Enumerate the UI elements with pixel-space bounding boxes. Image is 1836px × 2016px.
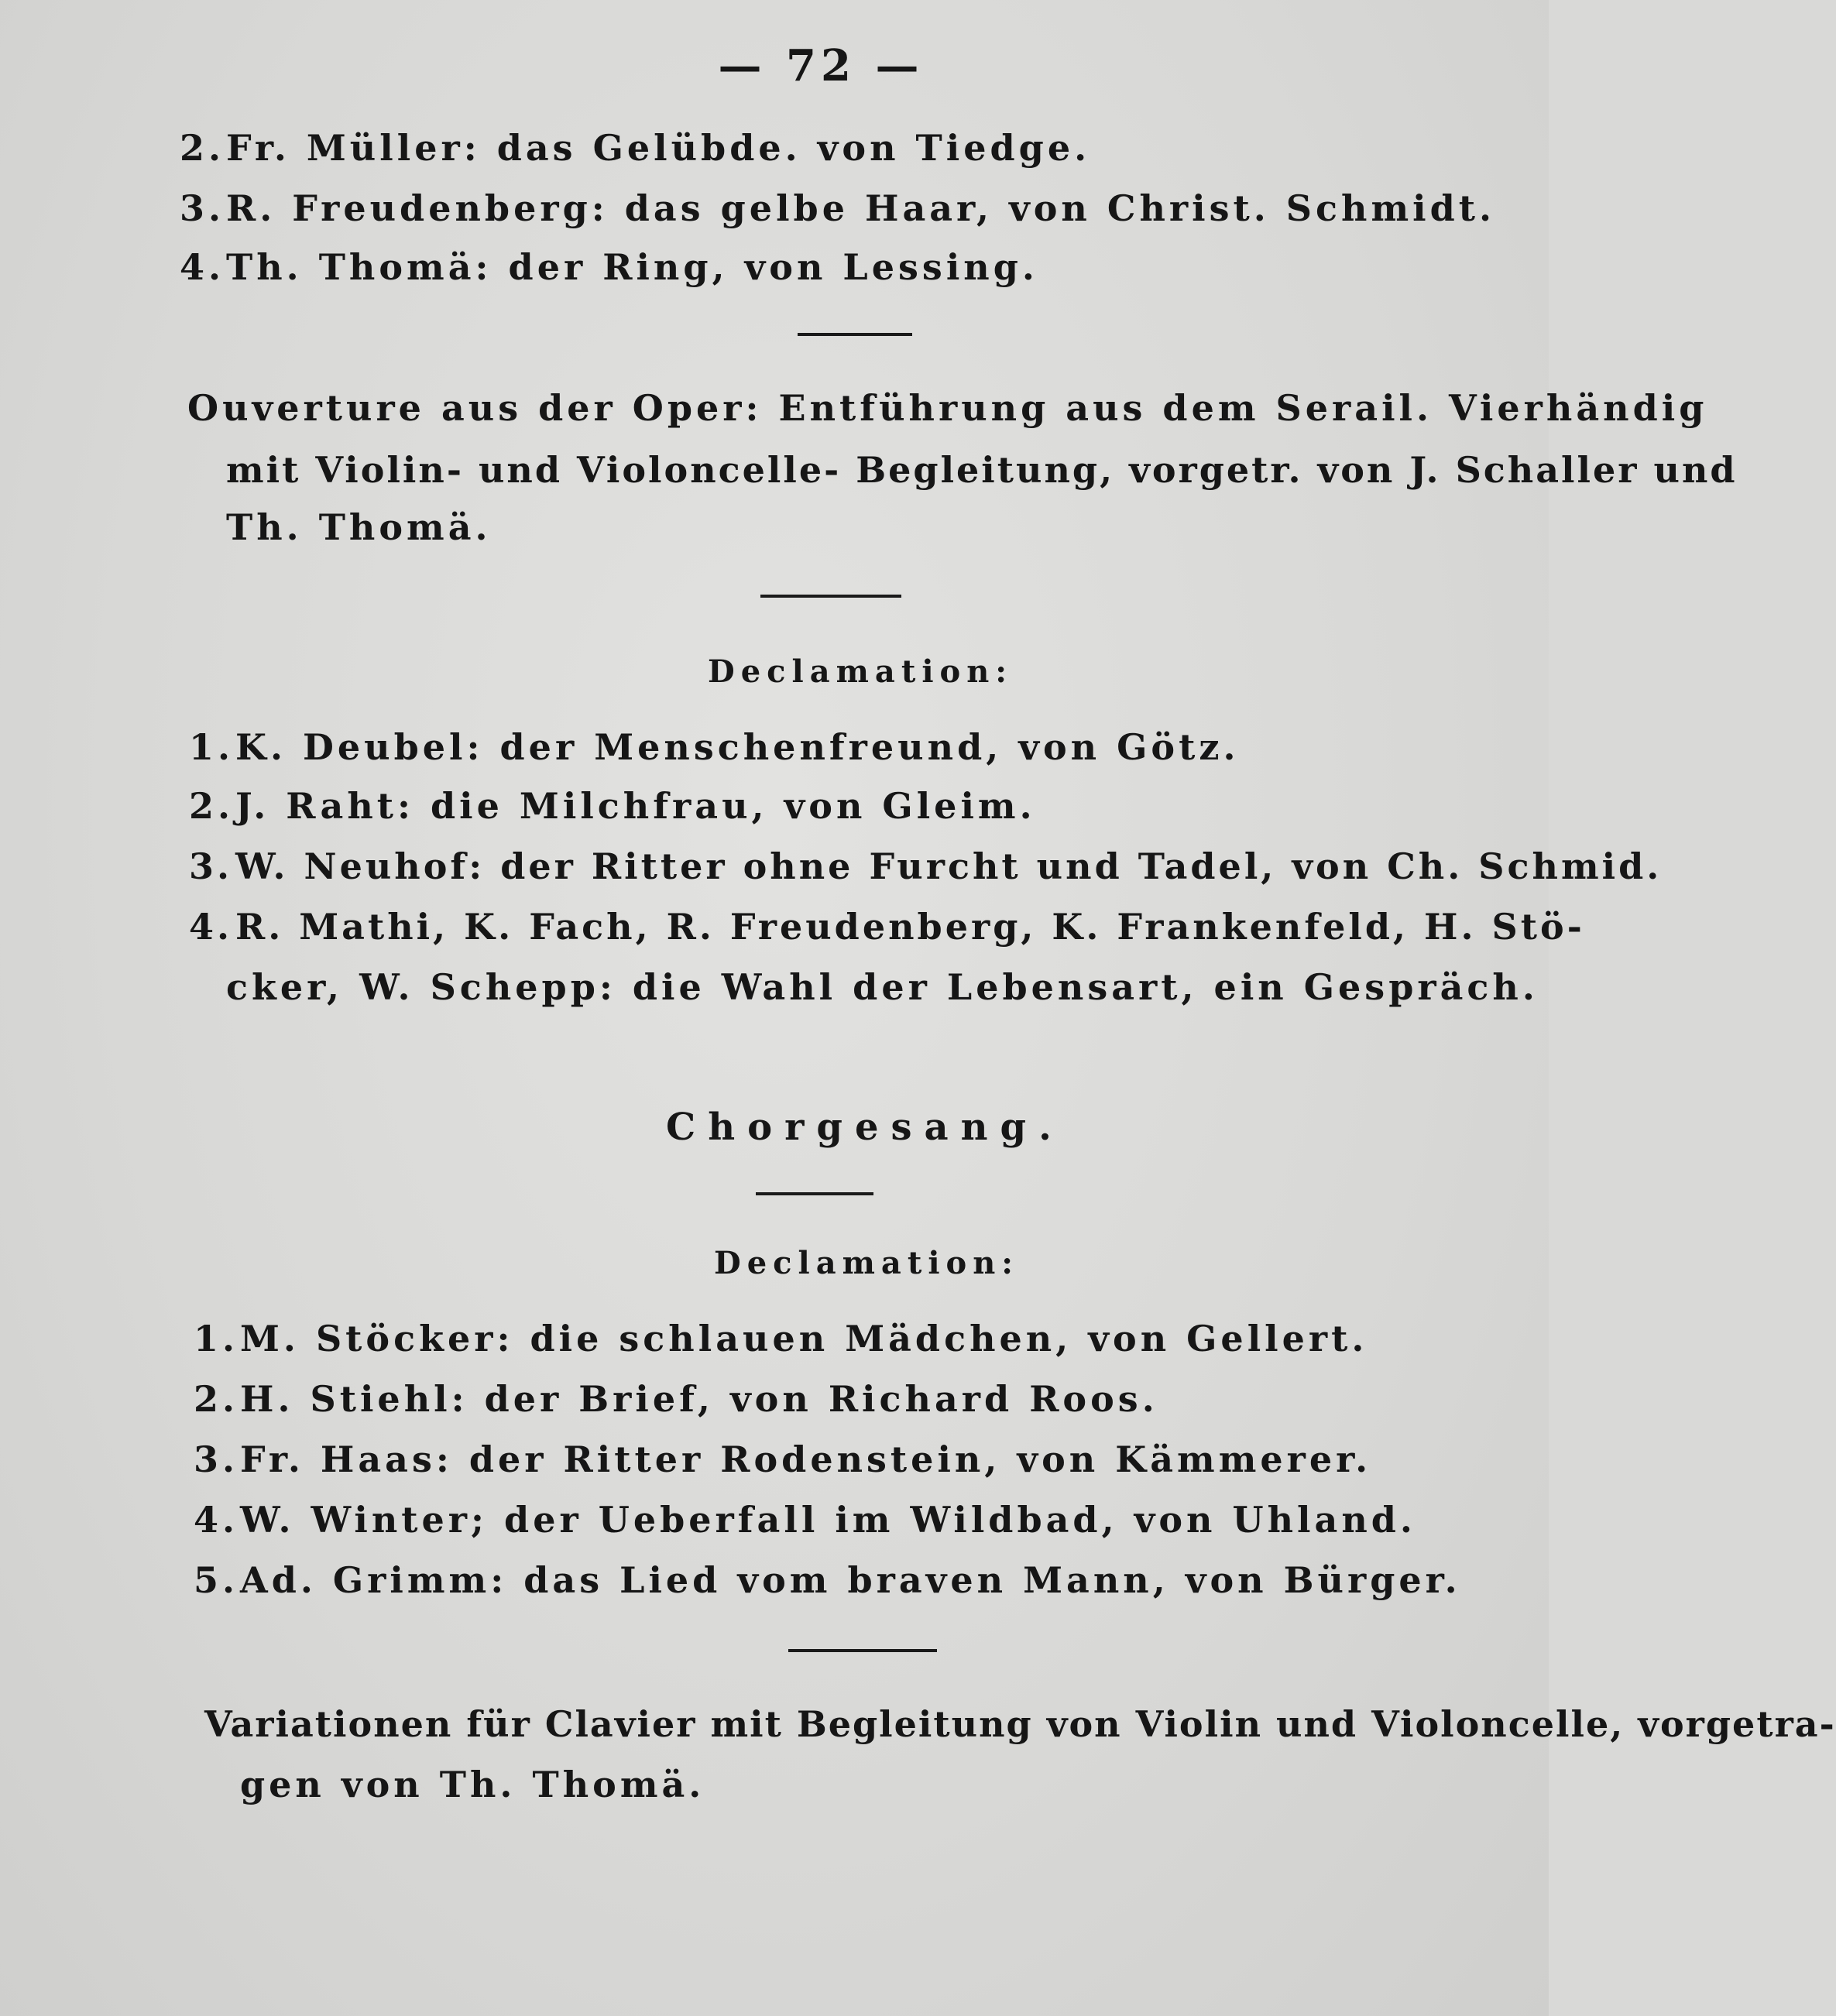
section-heading: Declamation: <box>714 1245 1020 1281</box>
list-item: 2.Fr. Müller: das Gelübde. von Tiedge. <box>180 127 1091 169</box>
variationen-line-1: Variationen für Clavier mit Begleitung von Violin und Violoncelle, vorgetra- <box>204 1703 1836 1745</box>
list-item: 5.Ad. Grimm: das Lied vom braven Mann, von Bürger. <box>194 1559 1461 1601</box>
overture-line-3: Th. Thomä. <box>226 506 492 548</box>
list-item: 3.Fr. Haas: der Ritter Rodenstein, von Kämmerer. <box>194 1438 1372 1480</box>
list-item: 4.W. Winter; der Ueberfall im Wildbad, von Uhland. <box>194 1499 1416 1541</box>
list-item: 3.W. Neuhof: der Ritter ohne Furcht und Tadel, von Ch. Schmid. <box>189 845 1663 887</box>
list-item-continuation: cker, W. Schepp: die Wahl der Lebensart, ein Gespräch. <box>226 966 1539 1008</box>
section-heading: Chorgesang. <box>666 1106 1064 1149</box>
divider-rule <box>760 595 901 598</box>
list-item: 1.K. Deubel: der Menschenfreund, von Götz. <box>189 726 1240 768</box>
list-item: 3.R. Freudenberg: das gelbe Haar, von Christ. Schmidt. <box>180 187 1496 229</box>
divider-rule <box>756 1192 873 1195</box>
overture-line-2: mit Violin- und Violoncelle- Begleitung, vorgetr. von J. Schaller und <box>226 449 1738 491</box>
overture-line-1: Ouverture aus der Oper: Entführung aus dem Serail. Vierhändig <box>187 387 1708 429</box>
divider-rule <box>798 333 912 336</box>
list-item: 1.M. Stöcker: die schlauen Mädchen, von Gellert. <box>194 1318 1368 1359</box>
list-item: 2.H. Stiehl: der Brief, von Richard Roos. <box>194 1378 1158 1420</box>
section-heading: Declamation: <box>708 653 1014 690</box>
variationen-line-2: gen von Th. Thomä. <box>240 1764 705 1805</box>
list-item: 4.Th. Thomä: der Ring, von Lessing. <box>180 246 1038 288</box>
list-item: 4.R. Mathi, K. Fach, R. Freudenberg, K. Frankenfeld, H. Stö- <box>189 906 1585 948</box>
page-number: — 72 — <box>718 40 924 91</box>
divider-rule <box>788 1649 937 1652</box>
list-item: 2.J. Raht: die Milchfrau, von Gleim. <box>189 785 1036 827</box>
